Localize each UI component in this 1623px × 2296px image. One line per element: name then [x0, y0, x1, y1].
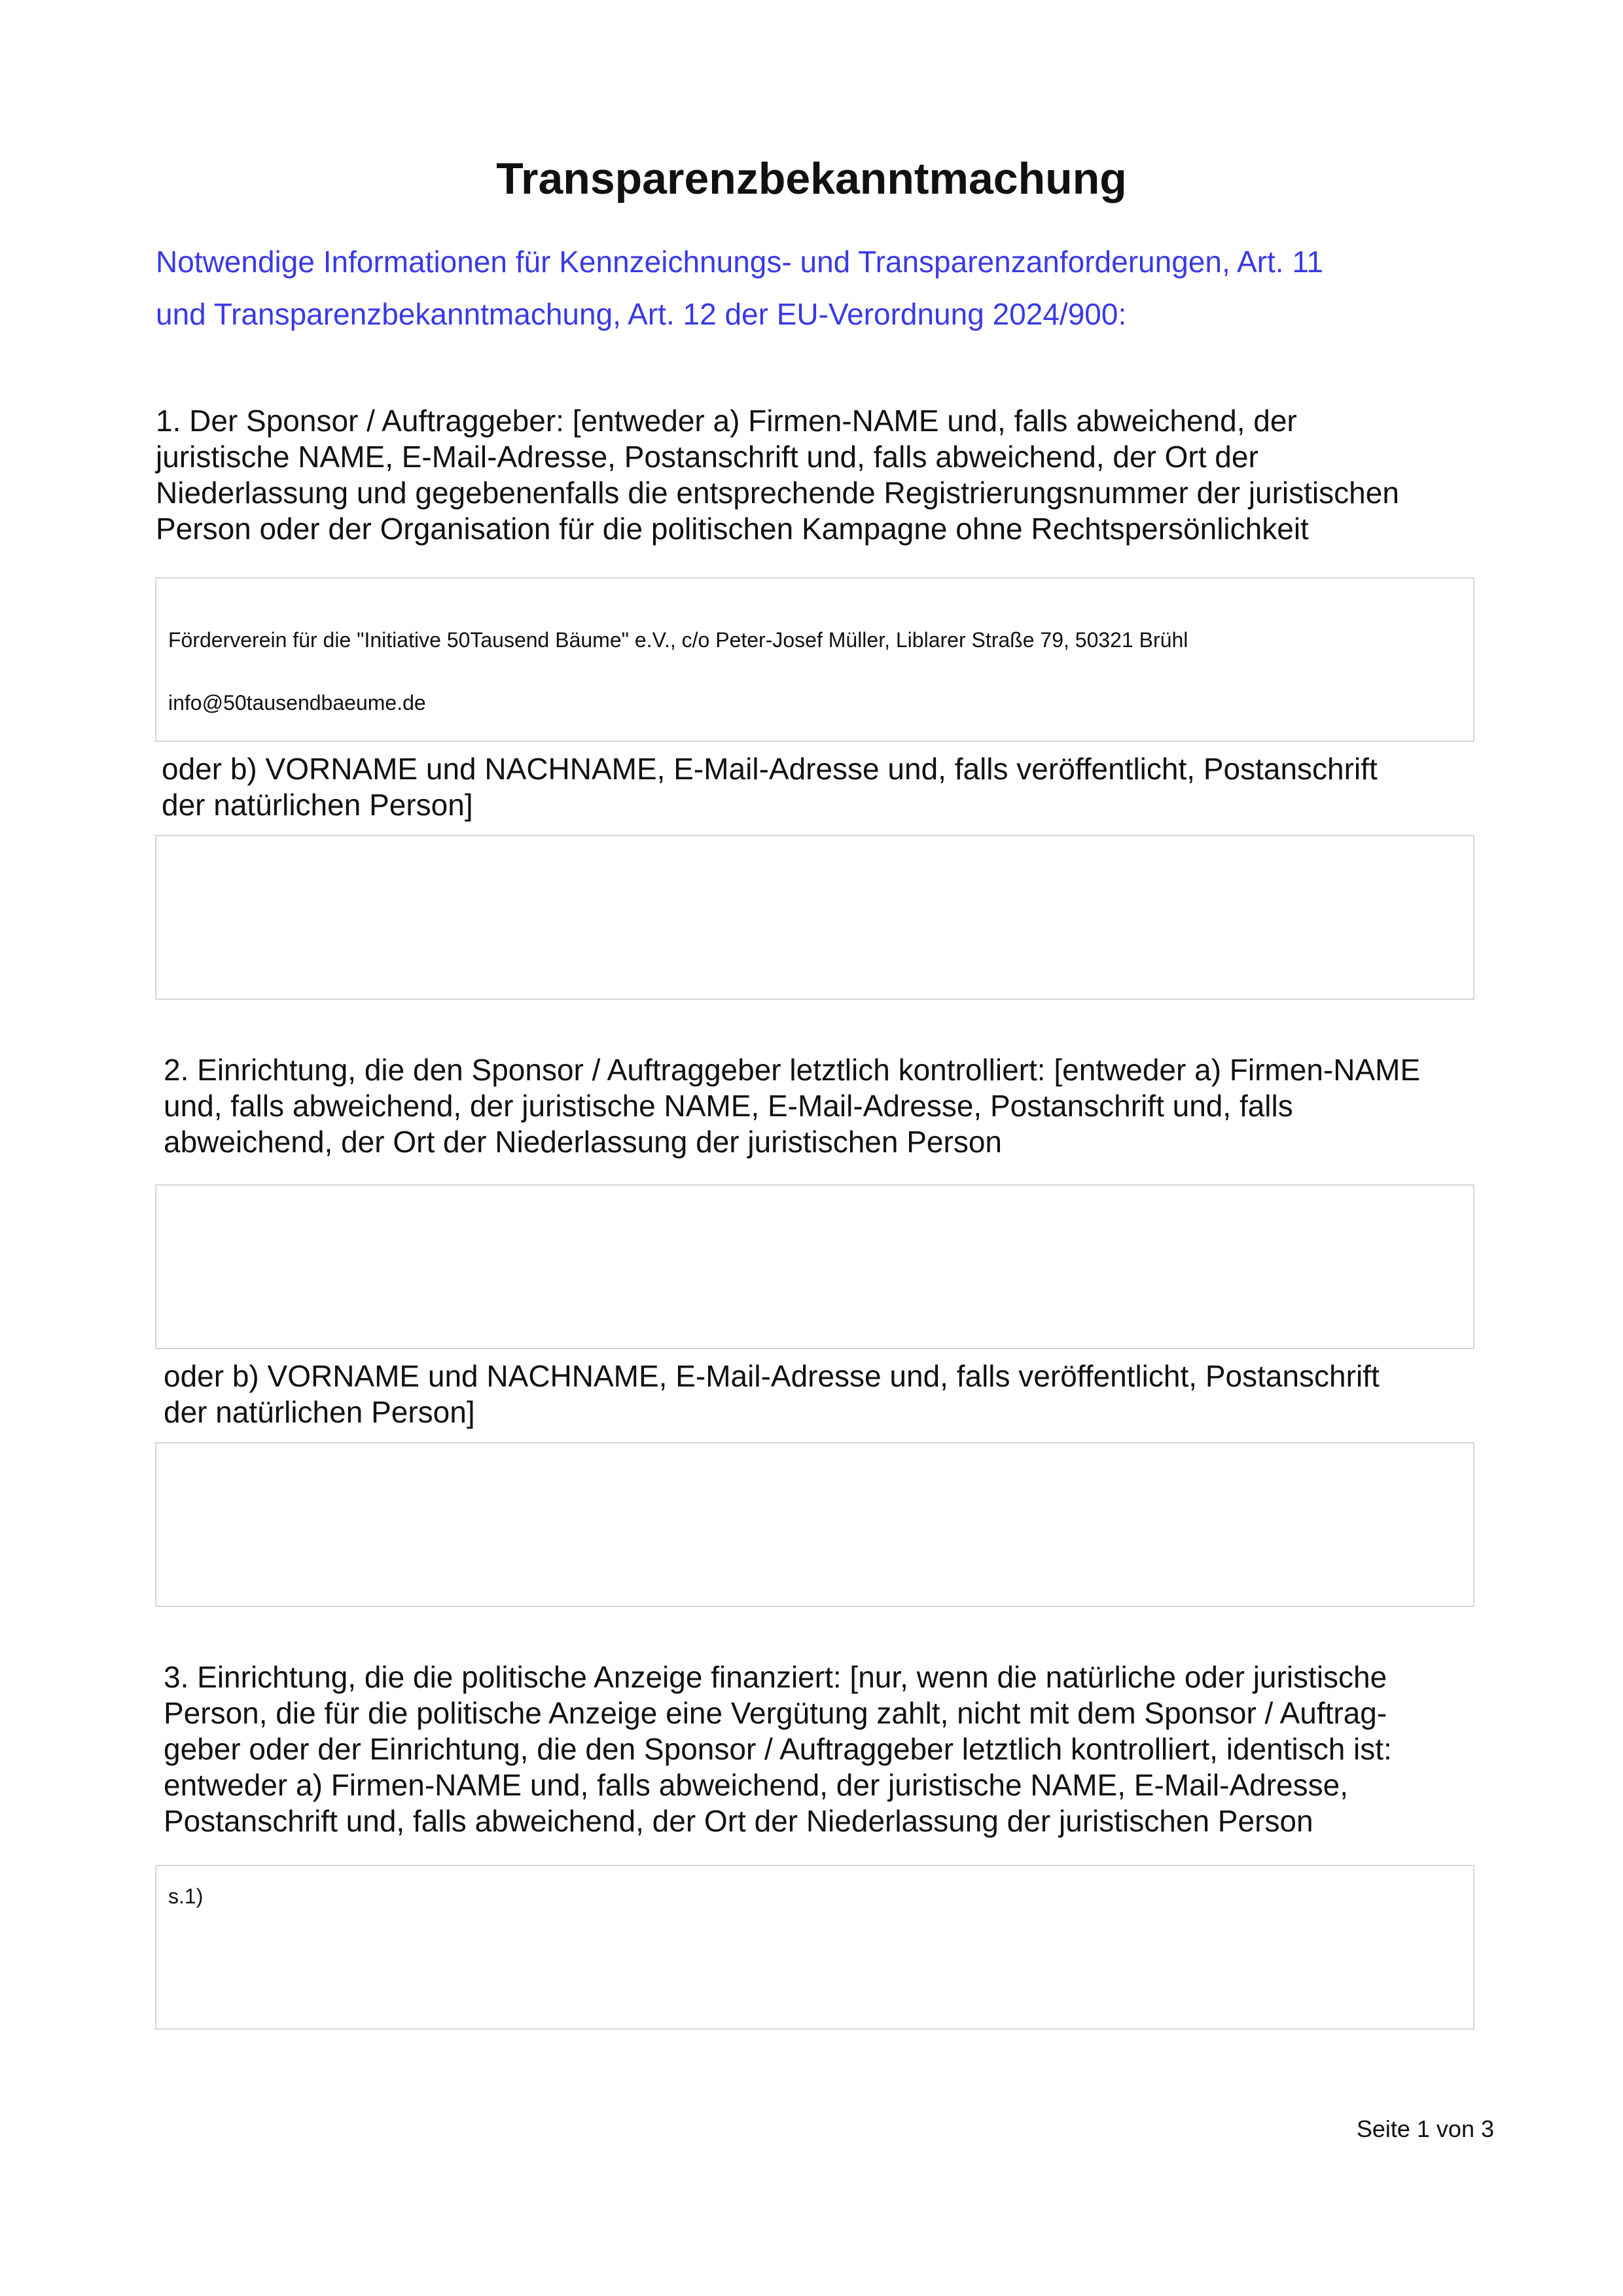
- section3-financier-field[interactable]: [155, 1865, 1474, 2030]
- field-line: info@50tausendbaeume.de: [168, 691, 426, 715]
- option-line: oder b) VORNAME und NACHNAME, E-Mail-Adresse und, falls veröffentlicht, Postanschrift: [162, 752, 1378, 786]
- heading-line: 1. Der Sponsor / Auftraggeber: [entweder a) Firmen-NAME und, falls abweichend, der: [156, 404, 1297, 438]
- document-subtitle: [156, 236, 1497, 340]
- subtitle-line: und Transparenzbekanntmachung, Art. 12 der EU-Verordnung 2024/900:: [156, 297, 1127, 331]
- section1-person-field[interactable]: [155, 835, 1474, 1000]
- heading-line: juristische NAME, E-Mail-Adresse, Postanschrift und, falls abweichend, der Ort der: [156, 440, 1258, 474]
- option-line: der natürlichen Person]: [164, 1395, 475, 1429]
- section1-sponsor-value: [168, 593, 1461, 750]
- section2-heading: [164, 1052, 1512, 1160]
- heading-line: entweder a) Firmen-NAME und, falls abweichend, der juristische NAME, E-Mail-Adresse,: [164, 1768, 1348, 1802]
- section2-person-field[interactable]: [155, 1442, 1474, 1607]
- option-line: der natürlichen Person]: [162, 788, 473, 822]
- option-line: oder b) VORNAME und NACHNAME, E-Mail-Adresse und, falls veröffentlicht, Postanschrift: [164, 1359, 1380, 1393]
- heading-line: Niederlassung und gegebenenfalls die entsprechende Registrierungsnummer der juristischen: [156, 476, 1399, 510]
- heading-line: und, falls abweichend, der juristische NAME, E-Mail-Adresse, Postanschrift und, falls: [164, 1089, 1293, 1123]
- section1-option-b: [162, 751, 1510, 823]
- heading-line: 3. Einrichtung, die die politische Anzeige finanziert: [nur, wenn die natürliche oder juristische: [164, 1660, 1387, 1694]
- section1-heading: [156, 403, 1504, 547]
- heading-line: Person oder der Organisation für die politischen Kampagne ohne Rechtspersönlichkeit: [156, 512, 1309, 546]
- subtitle-line: Notwendige Informationen für Kennzeichnungs- und Transparenzanforderungen, Art. 11: [156, 245, 1324, 279]
- heading-line: geber oder der Einrichtung, die den Sponsor / Auftraggeber letztlich kontrolliert, identisch ist:: [164, 1732, 1392, 1766]
- section2-option-b: [164, 1358, 1512, 1430]
- heading-line: Person, die für die politische Anzeige eine Vergütung zahlt, nicht mit dem Sponsor / Auftrag-: [164, 1696, 1387, 1730]
- heading-line: 2. Einrichtung, die den Sponsor / Auftraggeber letztlich kontrolliert: [entweder a) Firmen-NAME: [164, 1053, 1421, 1087]
- section2-entity-field[interactable]: [155, 1184, 1474, 1349]
- section1-sponsor-field[interactable]: [155, 577, 1474, 742]
- heading-line: Postanschrift und, falls abweichend, der Ort der Niederlassung der juristischen Person: [164, 1804, 1313, 1838]
- field-line: Förderverein für die "Initiative 50Tausend Bäume" e.V., c/o Peter-Josef Müller, Liblarer Straße 79, 50321 Brühl: [168, 628, 1188, 652]
- section3-financier-value: s.1): [168, 1884, 204, 1908]
- page-number: Seite 1 von 3: [1356, 2115, 1494, 2142]
- section3-heading: [164, 1659, 1512, 1839]
- document-title: Transparenzbekanntmachung: [496, 154, 1127, 203]
- heading-line: abweichend, der Ort der Niederlassung der juristischen Person: [164, 1125, 1002, 1159]
